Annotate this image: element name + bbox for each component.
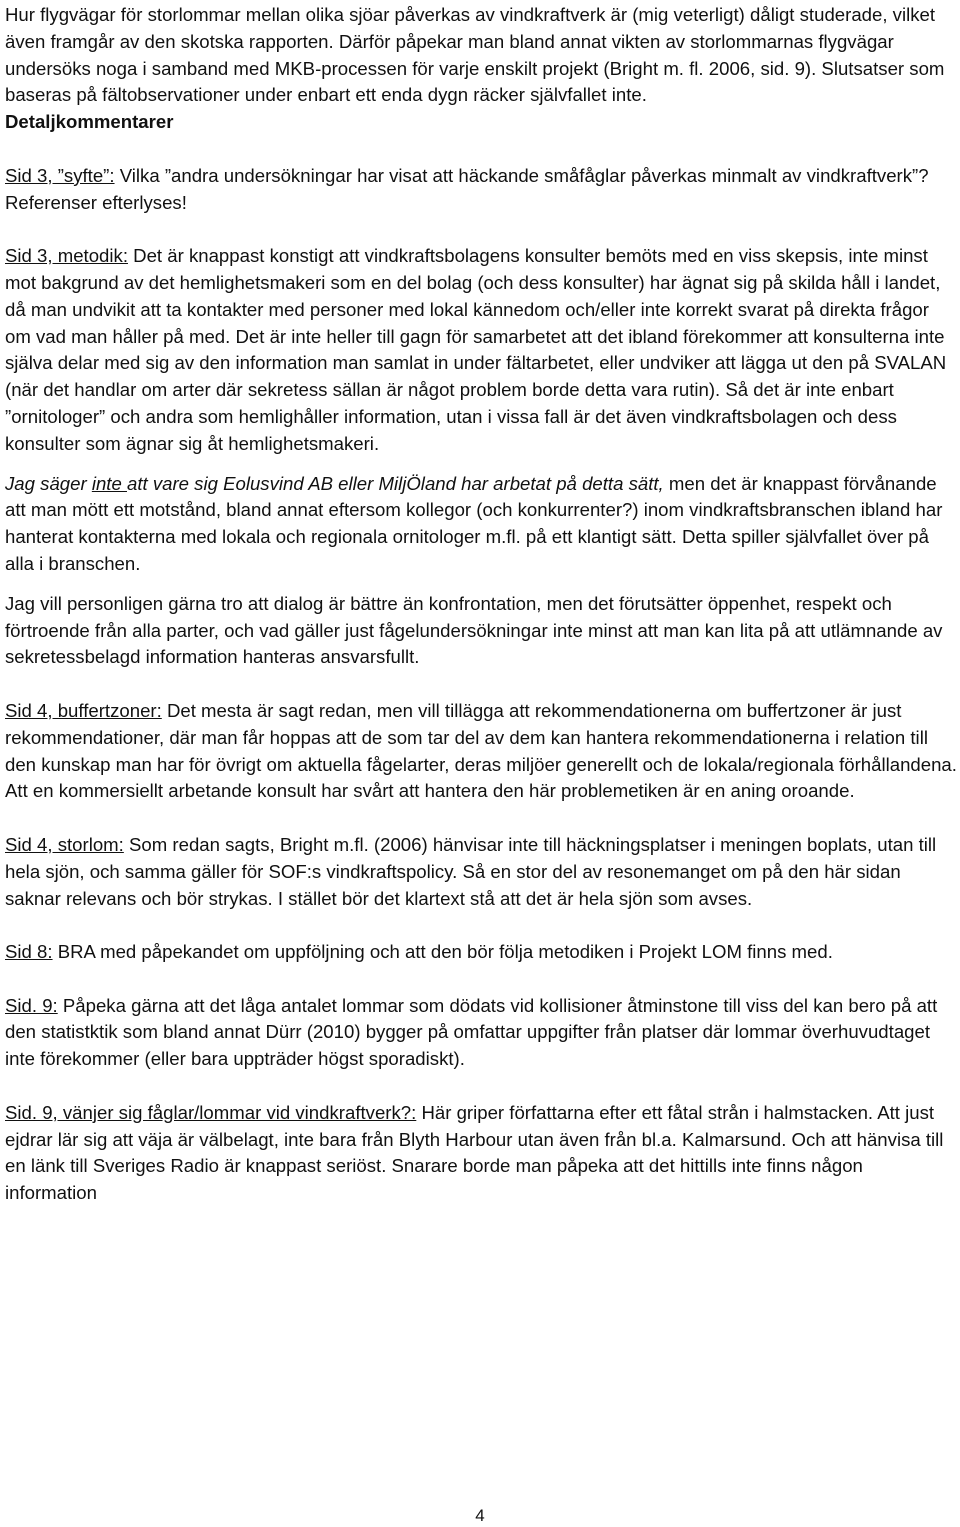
section-heading: Detaljkommentarer (5, 111, 174, 133)
paragraph-sid3-metodik (5, 243, 957, 457)
comment-label: Sid 4, storlom: (5, 833, 124, 855)
paragraph-storlom-flygvagar (5, 2, 957, 109)
paragraph-text: Hur flygvägar för storlommar mellan olika sjöar påverkas av vindkraftverk är (mig veterligt) dåligt studerade, vilket även framgår av den skotska rapporten. Därför påpekar man bland annat vikten av storlommarnas flygvägar undersöks noga i samband med MKB-processen för varje enskilt projekt (Bright m. fl. 2006, sid. 9). Slutsatser som baseras på fältobservationer under enbart ett enda dygn räcker självfallet inte. (5, 4, 945, 106)
paragraph-text: Det är knappast konstigt att vindkraftsbolagens konsulter bemöts med en viss skepsis, inte minst mot bakgrund av det hemlighetsmakeri som en del bolag (och dess konsulter) har ägnat sig på skilda håll i landet, då man undvikit att ta kontakter med personer med lokal kännedom och/eller inte korrekt svarat på direkta frågor om vad man håller på med. Det är inte heller till gagn för samarbetet att det ibland förekommer att konsulterna inte själva delar med sig av den information man samlat in under fältarbetet, eller undviker att lägga ut den på SVALAN (när det handlar om arter där sekretess sällan är något problem borde detta vara rutin). Så det är inte enbart ”ornitologer” och andra som hemlighåller information, utan i vissa fall är det även vindkraftsbolagen och dess konsulter som ägnar sig åt hemlighetsmakeri. (5, 245, 947, 454)
italic-text: att vare sig Eolusvind AB eller MiljÖland har arbetat på detta sätt, (126, 472, 664, 494)
page-number: 4 (475, 1506, 485, 1525)
italic-text: Jag säger (5, 472, 92, 494)
italic-underlined-text: inte (91, 472, 127, 494)
comment-label: Sid 3, ”syfte”: (5, 164, 115, 186)
paragraph-sid9 (5, 993, 957, 1073)
paragraph-text: BRA med påpekandet om uppföljning och att den bör följa metodiken i Projekt LOM finns med. (52, 941, 833, 963)
paragraph-text: Det mesta är sagt redan, men vill tillägga att rekommendationerna om buffertzoner är just rekommendationer, där man får hoppas att de som tar del av dem kan hantera rekommendationerna i relation till den kunskap man har för övrigt om aktuella fågelarter, deras miljöer generellt och de lokala/regionala förhållandena. Att en kommersiellt arbetande konsult har svårt att hantera den här problemetiken är en aning oroande. (5, 699, 957, 802)
paragraph-dialog (5, 591, 957, 671)
document-page (5, 2, 957, 1207)
paragraph-text: Påpeka gärna att det låga antalet lommar som dödats vid kollisioner åtminstone till viss del kan bero på att den statistktik som bland annat Dürr (2010) bygger på omfattar uppgifter från platser där lommar överhuvudtaget inte förekommer (eller bara uppträder högst sporadiskt). (5, 994, 938, 1070)
paragraph-text: Här griper författarna efter ett fåtal strån i halmstacken. Att just ejdrar lär sig att väja är välbelagt, inte bara från Blyth Harbour utan även från bl.a. Kalmarsund. Och att hänvisa till en länk till Sveriges Radio är knappast seriöst. Snarare borde man påpeka att det hittills inte finns någon information (5, 1101, 944, 1204)
paragraph-sid8 (5, 939, 957, 966)
comment-label: Sid 4, buffertzoner: (5, 699, 162, 721)
paragraph-jag-sager (5, 471, 957, 578)
paragraph-sid4-buffertzoner (5, 698, 957, 805)
comment-label: Sid. 9: (5, 994, 58, 1016)
comment-label: Sid. 9, vänjer sig fåglar/lommar vid vindkraftverk?: (5, 1101, 417, 1123)
paragraph-text: Som redan sagts, Bright m.fl. (2006) hänvisar inte till häckningsplatser i meningen boplats, utan till hela sjön, och samma gäller för SOF:s vindkraftspolicy. Så en stor del av resonemanget om på den här sidan saknar relevans och bör strykas. I stället bör det klartext stå att det är hela sjön som avses. (5, 833, 937, 909)
paragraph-text: men det är knappast förvånande att man mött ett motstånd, bland annat eftersom kollegor (och konkurrenter?) inom vindkraftsbranschen ibland har hanterat kontakterna med lokala och regionala ornitologer m.fl. på ett klantigt sätt. Detta spiller självfallet över på alla i branschen. (5, 472, 943, 574)
comment-label: Sid 8: (5, 941, 53, 963)
paragraph-text: Vilka ”andra undersökningar har visat att häckande småfåglar påverkas minmalt av vindkraftverk”? Referenser efterlyses! (5, 164, 929, 213)
comment-label: Sid 3, metodik: (5, 245, 128, 267)
paragraph-sid3-syfte (5, 163, 957, 217)
paragraph-text: Jag vill personligen gärna tro att dialog är bättre än konfrontation, men det förutsätter öppenhet, respekt och förtroende från alla parter, och vad gäller just fågelundersökningar inte minst att man kan lita på att utlämnande av sekretessbelagd information hanteras ansvarsfullt. (5, 592, 943, 668)
paragraph-sid9-vanjer (5, 1100, 957, 1207)
paragraph-sid4-storlom (5, 832, 957, 912)
